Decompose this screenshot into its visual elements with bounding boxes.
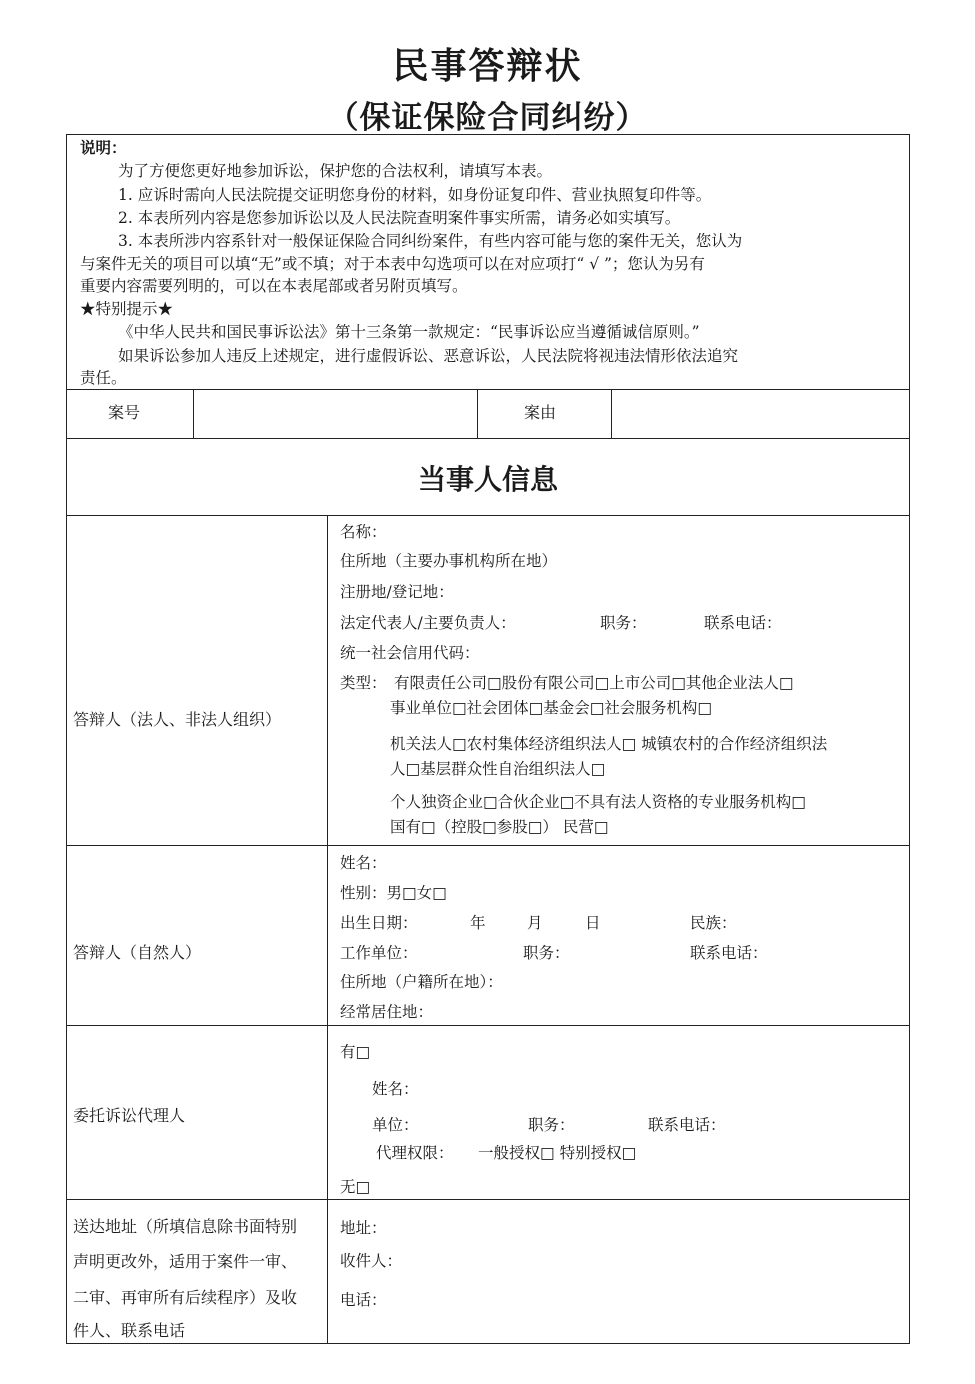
- notes-line: 1. 应诉时需向人民法院提交证明您身份的材料，如身份证复印件、营业执照复印件等。: [118, 186, 712, 204]
- service-address-field[interactable]: 地址：: [340, 1219, 387, 1237]
- person-employer-field[interactable]: 工作单位：: [340, 944, 418, 962]
- entity-type-label: 类型：: [340, 674, 387, 692]
- agent-yes-checkbox[interactable]: 有□: [340, 1043, 371, 1061]
- notes-line: 重要内容需要列明的，可以在本表尾部或者另附页填写。: [80, 277, 468, 295]
- notes-line: 为了方便您更好地参加诉讼，保护您的合法权利，请填写本表。: [118, 162, 553, 180]
- person-birth-field[interactable]: 出生日期：: [340, 914, 418, 932]
- entity-registration-field[interactable]: 注册地/登记地：: [340, 583, 454, 601]
- case-number-field[interactable]: [195, 391, 475, 437]
- special-notice-line: 如果诉讼参加人违反上述规定，进行虚假诉讼、恶意诉讼，人民法院将视违法情形依法追究: [118, 347, 739, 365]
- col-divider: [611, 389, 612, 438]
- person-position-field[interactable]: 职务：: [523, 944, 570, 962]
- agent-authority-label: 代理权限：: [376, 1144, 454, 1162]
- entity-type-options[interactable]: 个人独资企业□合伙企业□不具有法人资格的专业服务机构□: [390, 793, 806, 811]
- service-label-line: 件人、联系电话: [73, 1321, 186, 1340]
- entity-credit-code-field[interactable]: 统一社会信用代码：: [340, 644, 480, 662]
- case-number-label: 案号: [108, 403, 141, 422]
- agent-name-field[interactable]: 姓名：: [372, 1080, 419, 1098]
- entity-domicile-field[interactable]: 住所地（主要办事机构所在地）: [340, 552, 558, 570]
- agent-authority-options[interactable]: 一般授权□ 特别授权□: [478, 1144, 637, 1162]
- section-title: 当事人信息: [417, 463, 558, 496]
- person-domicile-field[interactable]: 住所地（户籍所在地）：: [340, 973, 503, 991]
- entity-type-options[interactable]: 事业单位□社会团体□基金会□社会服务机构□: [390, 699, 713, 717]
- col-divider: [477, 389, 478, 438]
- service-label-line: 声明更改外，适用于案件一审、: [73, 1252, 298, 1271]
- person-phone-field[interactable]: 联系电话：: [690, 944, 768, 962]
- special-notice-line: 责任。: [80, 369, 127, 387]
- row-divider: [66, 845, 910, 846]
- service-label-line: 二审、再审所有后续程序）及收: [73, 1288, 298, 1307]
- entity-type-options[interactable]: 人□基层群众性自治组织法人□: [390, 760, 606, 778]
- case-cause-field[interactable]: [613, 391, 908, 437]
- birth-month-label: 月: [527, 914, 543, 932]
- person-residence-field[interactable]: 经常居住地：: [340, 1003, 434, 1021]
- row-divider: [66, 1025, 910, 1026]
- notes-line: 3. 本表所涉内容系针对一般保证保险合同纠纷案件，有些内容可能与您的案件无关，您认为: [118, 232, 743, 250]
- col-divider: [193, 389, 194, 438]
- row-divider: [66, 1199, 910, 1200]
- entity-position-field[interactable]: 职务：: [600, 614, 647, 632]
- notes-line: 2. 本表所列内容是您参加诉讼以及人民法院查明案件事实所需，请务必如实填写。: [118, 209, 681, 227]
- notes-heading: 说明：: [80, 138, 127, 157]
- entity-type-options[interactable]: 机关法人□农村集体经济组织法人□ 城镇农村的合作经济组织法: [390, 735, 828, 753]
- natural-person-label: 答辩人（自然人）: [73, 943, 202, 962]
- person-gender-options[interactable]: 性别：男□女□: [340, 884, 447, 902]
- entity-rep-field[interactable]: 法定代表人/主要负责人：: [340, 614, 516, 632]
- agent-phone-field[interactable]: 联系电话：: [648, 1116, 726, 1134]
- entity-phone-field[interactable]: 联系电话：: [704, 614, 782, 632]
- agent-no-checkbox[interactable]: 无□: [340, 1178, 371, 1196]
- special-notice-line: 《中华人民共和国民事诉讼法》第十三条第一款规定：“民事诉讼应当遵循诚信原则。”: [118, 323, 700, 341]
- agent-label: 委托诉讼代理人: [73, 1106, 186, 1125]
- col-divider: [327, 515, 328, 1344]
- entity-ownership-options[interactable]: 国有□（控股□参股□） 民营□: [390, 818, 609, 836]
- person-name-field[interactable]: 姓名：: [340, 854, 387, 872]
- agent-position-field[interactable]: 职务：: [528, 1116, 575, 1134]
- notes-line: 与案件无关的项目可以填“无”或不填；对于本表中勾选项可以在对应项打“ √ ”；您认为另有: [80, 255, 705, 273]
- legal-entity-label: 答辩人（法人、非法人组织）: [73, 710, 282, 729]
- document-title: 民事答辩状: [392, 46, 583, 87]
- entity-type-options[interactable]: 有限责任公司□股份有限公司□上市公司□其他企业法人□: [394, 674, 794, 692]
- service-recipient-field[interactable]: 收件人：: [340, 1252, 403, 1270]
- service-phone-field[interactable]: 电话：: [340, 1291, 387, 1309]
- birth-year-label: 年: [470, 914, 486, 932]
- case-cause-label: 案由: [524, 403, 557, 422]
- birth-day-label: 日: [585, 914, 601, 932]
- document-subtitle: （保证保险合同纠纷）: [327, 100, 648, 136]
- row-divider: [66, 515, 910, 516]
- person-ethnicity-field[interactable]: 民族：: [690, 914, 737, 932]
- entity-name-field[interactable]: 名称：: [340, 523, 387, 541]
- row-divider: [66, 438, 910, 439]
- special-notice-heading: ★特别提示★: [80, 300, 174, 318]
- agent-unit-field[interactable]: 单位：: [372, 1116, 419, 1134]
- service-label-line: 送达地址（所填信息除书面特别: [73, 1217, 298, 1236]
